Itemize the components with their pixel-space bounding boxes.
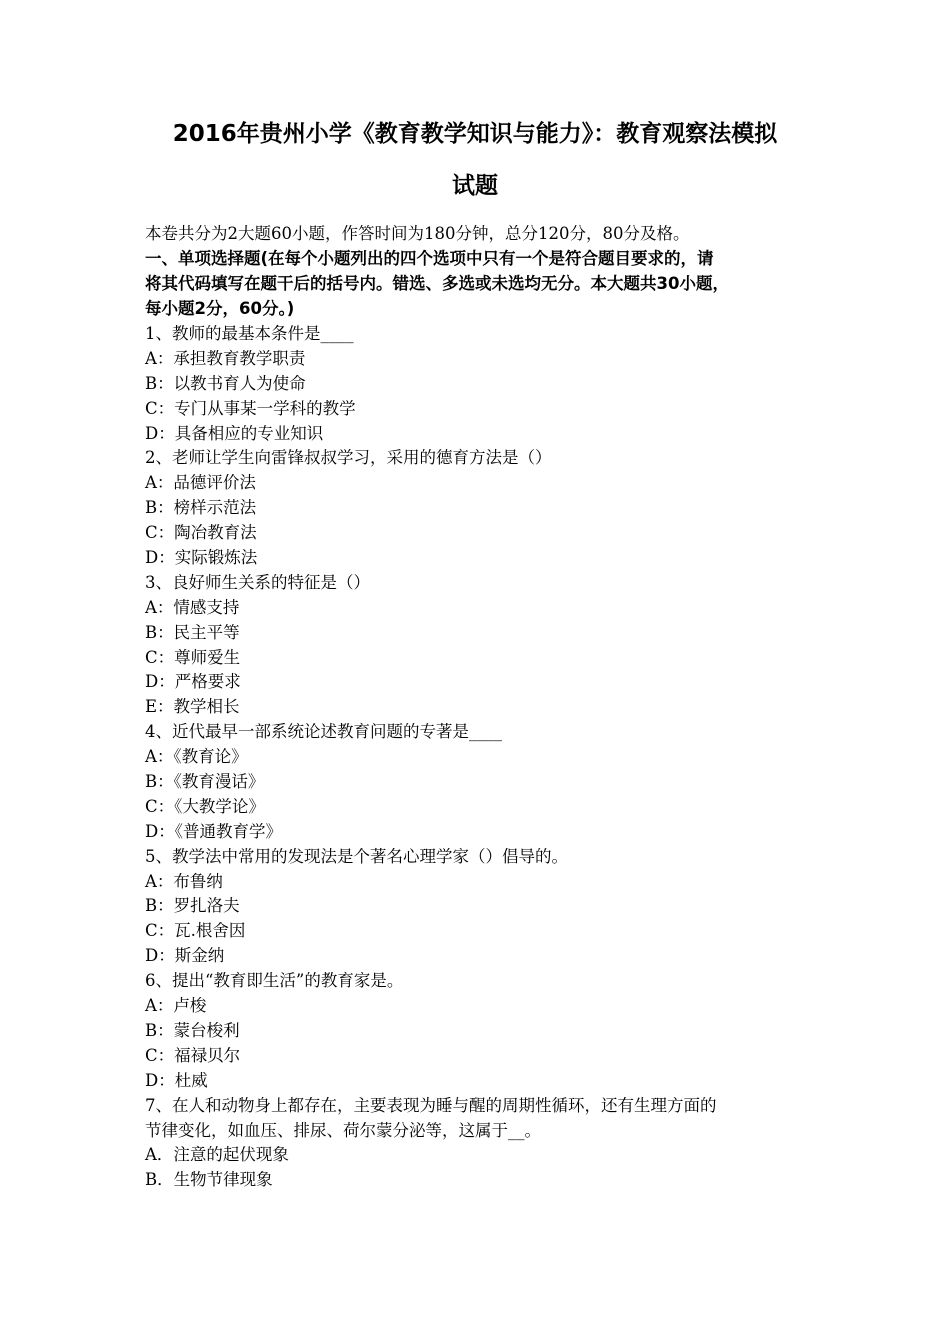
question-stem: 6、提出“教育即生活”的教育家是。 <box>145 971 404 991</box>
question-item <box>145 571 810 720</box>
question-option: D：严格要求 <box>145 672 241 692</box>
question-option: B：蒙台梭利 <box>145 1020 240 1040</box>
section-heading-line: 每小题2分，60分。) <box>145 298 295 318</box>
question-option: A：品德评价法 <box>145 473 256 493</box>
question-item <box>145 322 810 446</box>
question-option: A：《教育论》 <box>145 747 248 767</box>
question-item <box>145 446 810 570</box>
section-heading <box>145 247 810 322</box>
question-option: A：承担教育教学职责 <box>145 348 306 368</box>
question-stem: 5、教学法中常用的发现法是个著名心理学家（）倡导的。 <box>145 846 568 866</box>
question-option: B：以教书育人为使命 <box>145 373 306 393</box>
question-option: A．注意的起伏现象 <box>145 1145 289 1165</box>
question-option: D：斯金纳 <box>145 946 225 966</box>
question-option: C：瓦.根舍因 <box>145 921 246 941</box>
question-option: C：陶冶教育法 <box>145 523 257 543</box>
question-option: B：榜样示范法 <box>145 498 257 518</box>
question-option: C：专门从事某一学科的教学 <box>145 398 356 418</box>
question-option: C：《大教学论》 <box>145 796 265 816</box>
question-option: B．生物节律现象 <box>145 1170 273 1190</box>
question-item <box>145 845 810 969</box>
question-stem: 2、老师让学生向雷锋叔叔学习，采用的德育方法是（） <box>145 448 552 468</box>
question-option: D：杜威 <box>145 1070 208 1090</box>
document-title-line-1: 2016年贵州小学《教育教学知识与能力》：教育观察法模拟 <box>172 121 778 147</box>
question-option: C：尊师爱生 <box>145 647 241 667</box>
question-option: D：实际锻炼法 <box>145 548 258 568</box>
question-item <box>145 969 810 1093</box>
question-option: B：《教育漫话》 <box>145 772 265 792</box>
question-stem: 节律变化，如血压、排尿、荷尔蒙分泌等，这属于__。 <box>145 1120 541 1140</box>
question-stem: 7、在人和动物身上都存在，主要表现为睡与醒的周期性循环，还有生理方面的 <box>145 1095 717 1115</box>
section-heading-line: 将其代码填写在题干后的括号内。错选、多选或未选均无分。本大题共30小题， <box>145 273 729 293</box>
document-title-line-2: 试题 <box>452 173 498 199</box>
question-stem: 1、教师的最基本条件是____ <box>145 324 354 343</box>
question-option: A：情感支持 <box>145 597 240 617</box>
question-option: A：布鲁纳 <box>145 871 223 891</box>
question-option: C：福禄贝尔 <box>145 1045 241 1065</box>
question-item <box>145 1094 810 1194</box>
question-stem: 4、近代最早一部系统论述教育问题的专著是____ <box>145 722 502 742</box>
question-option: E：教学相长 <box>145 697 240 717</box>
question-option: D：具备相应的专业知识 <box>145 423 324 443</box>
question-item <box>145 720 810 844</box>
question-list <box>145 322 810 1193</box>
question-option: B：罗扎洛夫 <box>145 896 240 916</box>
question-option: D：《普通教育学》 <box>145 821 282 841</box>
section-heading-line: 一、单项选择题(在每个小题列出的四个选项中只有一个是符合题目要求的，请 <box>145 249 714 268</box>
exam-intro: 本卷共分为2大题60小题，作答时间为180分钟，总分120分，80分及格。 <box>145 224 690 243</box>
question-option: B：民主平等 <box>145 622 240 642</box>
question-option: A：卢梭 <box>145 996 207 1016</box>
question-stem: 3、良好师生关系的特征是（） <box>145 572 370 592</box>
